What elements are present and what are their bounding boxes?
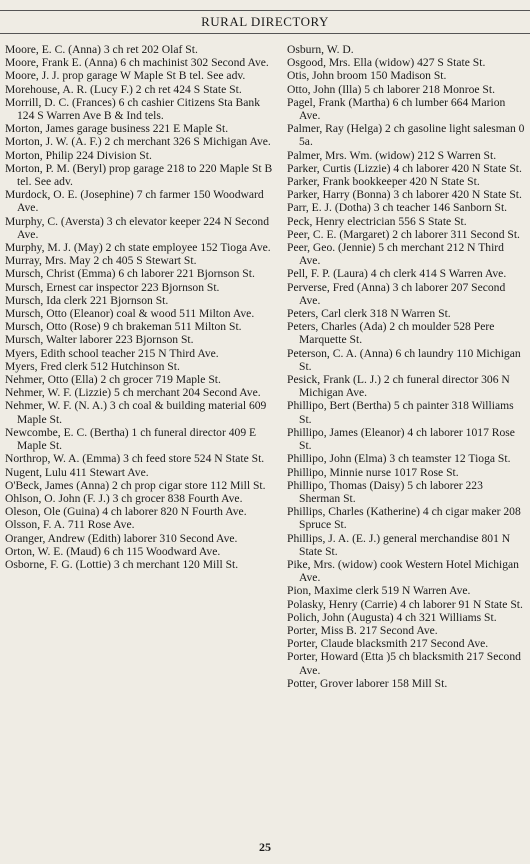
directory-entry: Peer, Geo. (Jennie) 5 ch merchant 212 N Third Ave. bbox=[287, 241, 504, 268]
directory-entry: Parker, Frank bookkeeper 420 N State St. bbox=[287, 175, 480, 189]
directory-entry: Morrill, D. C. (Frances) 6 ch cashier Citizens Sta Bank 124 S Warren Ave B & Ind tels. bbox=[5, 95, 261, 123]
directory-entry: Morton, J. W. (A. F.) 2 ch merchant 326 S Michigan Ave. bbox=[5, 135, 271, 149]
directory-entry: Mursch, Otto (Eleanor) coal & wood 511 Milton Ave. bbox=[5, 307, 255, 321]
directory-title: RURAL DIRECTORY bbox=[201, 14, 329, 29]
directory-entry: Nehmer, W. F. (Lizzie) 5 ch merchant 204 Second Ave. bbox=[5, 386, 261, 400]
directory-entry: Phillipo, James (Eleanor) 4 ch laborer 1017 Rose St. bbox=[287, 425, 515, 453]
directory-entry: Murray, Mrs. May 2 ch 405 S Stewart St. bbox=[5, 254, 197, 268]
directory-entry: Mursch, Walter laborer 223 Bjornson St. bbox=[5, 333, 194, 347]
directory-entry: Pion, Maxime clerk 519 N Warren Ave. bbox=[287, 584, 471, 598]
directory-entry: Ohlson, O. John (F. J.) 3 ch grocer 838 Fourth Ave. bbox=[5, 491, 243, 505]
page-number: 25 bbox=[259, 840, 271, 854]
directory-entry: Parr, E. J. (Dotha) 3 ch teacher 146 Sanborn St. bbox=[287, 201, 508, 215]
directory-entry: Murdock, O. E. (Josephine) 7 ch farmer 150 Woodward Ave. bbox=[5, 188, 264, 215]
right-column bbox=[287, 43, 525, 838]
directory-entry: Olsson, F. A. 711 Rose Ave. bbox=[5, 518, 135, 532]
directory-entry: Northrop, W. A. (Emma) 3 ch feed store 524 N State St. bbox=[5, 452, 265, 466]
directory-entry: Phillipo, Thomas (Daisy) 5 ch laborer 223 Sherman St. bbox=[287, 478, 483, 505]
directory-entry: Peterson, C. A. (Anna) 6 ch laundry 110 Michigan St. bbox=[287, 346, 521, 373]
directory-entry: Orton, W. E. (Maud) 6 ch 115 Woodward Ave. bbox=[5, 544, 221, 558]
directory-entry: Osborne, F. G. (Lottie) 3 ch merchant 120 Mill St. bbox=[5, 557, 239, 571]
directory-entry: Parker, Harry (Bonna) 3 ch laborer 420 N State St. bbox=[287, 188, 522, 202]
directory-entry: Nehmer, Otto (Ella) 2 ch grocer 719 Maple St. bbox=[5, 373, 221, 387]
directory-entry: Phillipo, Bert (Bertha) 5 ch painter 318 Williams St. bbox=[287, 399, 514, 426]
directory-entry: Palmer, Ray (Helga) 2 ch gasoline light salesman 0 5a. bbox=[287, 122, 525, 149]
directory-entry: Murphy, M. J. (May) 2 ch state employee 152 Tioga Ave. bbox=[5, 241, 271, 255]
directory-entry: Porter, Miss B. 217 Second Ave. bbox=[287, 623, 438, 637]
directory-entry: Moore, Frank E. (Anna) 6 ch machinist 302 Second Ave. bbox=[5, 56, 269, 70]
directory-entry: Peck, Henry electrician 556 S State St. bbox=[287, 214, 467, 228]
directory-entry: Morton, P. M. (Beryl) prop garage 218 to 220 Maple St B tel. See adv. bbox=[5, 161, 273, 189]
directory-entry: Myers, Edith school teacher 215 N Third Ave. bbox=[5, 346, 219, 360]
directory-entry: Oranger, Andrew (Edith) laborer 310 Second Ave. bbox=[5, 531, 238, 545]
directory-entry: Perverse, Fred (Anna) 3 ch laborer 207 Second Ave. bbox=[287, 280, 506, 307]
directory-entry: Porter, Claude blacksmith 217 Second Ave. bbox=[287, 637, 489, 651]
directory-entry: Polich, John (Augusta) 4 ch 321 Williams St. bbox=[287, 610, 497, 624]
directory-entry: Moore, E. C. (Anna) 3 ch ret 202 Olaf St. bbox=[5, 43, 198, 56]
directory-entry: Porter, Howard (Etta )5 ch blacksmith 217 Second Ave. bbox=[287, 650, 521, 677]
directory-entry: Phillips, Charles (Katherine) 4 ch cigar maker 208 Spruce St. bbox=[287, 505, 521, 532]
directory-entry: Morton, James garage business 221 E Maple St. bbox=[5, 122, 229, 136]
directory-entry: Peters, Carl clerk 318 N Warren St. bbox=[287, 307, 451, 321]
directory-entry: Pagel, Frank (Martha) 6 ch lumber 664 Marion Ave. bbox=[287, 95, 506, 123]
directory-entry: Mursch, Otto (Rose) 9 ch brakeman 511 Milton St. bbox=[5, 320, 242, 334]
directory-entry: Osgood, Mrs. Ella (widow) 427 S State St. bbox=[287, 56, 486, 70]
directory-entry: Mursch, Ernest car inspector 223 Bjornson St. bbox=[5, 280, 220, 294]
directory-entry: Morehouse, A. R. (Lucy F.) 2 ch ret 424 S State St. bbox=[5, 82, 242, 96]
directory-entry: Potter, Grover laborer 158 Mill St. bbox=[287, 676, 448, 690]
directory-entry: Moore, J. J. prop garage W Maple St B tel. See adv. bbox=[5, 69, 246, 83]
directory-columns bbox=[5, 43, 525, 838]
directory-entry: Pesick, Frank (L. J.) 2 ch funeral director 306 N Michigan Ave. bbox=[287, 373, 510, 400]
directory-entry: Mursch, Christ (Emma) 6 ch laborer 221 Bjornson St. bbox=[5, 267, 255, 281]
directory-entry: Osburn, W. D. bbox=[287, 43, 354, 56]
directory-entry: Phillipo, John (Elma) 3 ch teamster 12 Tioga St. bbox=[287, 452, 511, 466]
directory-entry: Palmer, Mrs. Wm. (widow) 212 S Warren St. bbox=[287, 148, 497, 162]
directory-entry: Nehmer, W. F. (N. A.) 3 ch coal & building material 609 Maple St. bbox=[5, 399, 267, 426]
page-header bbox=[0, 10, 530, 34]
directory-entry: Phillipo, Minnie nurse 1017 Rose St. bbox=[287, 465, 459, 479]
directory-entry: Phillips, J. A. (E. J.) general merchandise 801 N State St. bbox=[287, 531, 511, 558]
directory-entry: Nugent, Lulu 411 Stewart Ave. bbox=[5, 465, 149, 479]
directory-entry: Newcombe, E. C. (Bertha) 1 ch funeral director 409 E Maple St. bbox=[5, 425, 257, 453]
directory-entry: Mursch, Ida clerk 221 Bjornson St. bbox=[5, 293, 169, 307]
directory-entry: Morton, Philip 224 Division St. bbox=[5, 148, 152, 162]
directory-entry: Otto, John (Illa) 5 ch laborer 218 Monroe St. bbox=[287, 82, 496, 96]
directory-entry: Polasky, Henry (Carrie) 4 ch laborer 91 N State St. bbox=[287, 597, 523, 611]
directory-entry: Pike, Mrs. (widow) cook Western Hotel Michigan Ave. bbox=[287, 557, 519, 585]
directory-entry: Murphy, C. (Aversta) 3 ch elevator keeper 224 N Second Ave. bbox=[5, 214, 269, 241]
directory-entry: Myers, Fred clerk 512 Hutchinson St. bbox=[5, 359, 180, 373]
directory-entry: Oleson, Ole (Guina) 4 ch laborer 820 N Fourth Ave. bbox=[5, 505, 247, 519]
directory-entry: Otis, John broom 150 Madison St. bbox=[287, 69, 447, 83]
directory-entry: Peer, C. E. (Margaret) 2 ch laborer 311 Second St. bbox=[287, 227, 520, 241]
directory-entry: Pell, F. P. (Laura) 4 ch clerk 414 S Warren Ave. bbox=[287, 267, 507, 281]
directory-entry: Parker, Curtis (Lizzie) 4 ch laborer 420 N State St. bbox=[287, 161, 522, 175]
directory-entry: O'Beck, James (Anna) 2 ch prop cigar store 112 Mill St. bbox=[5, 478, 266, 492]
directory-entry: Peters, Charles (Ada) 2 ch moulder 528 Pere Marquette St. bbox=[287, 320, 495, 347]
left-column bbox=[5, 43, 279, 838]
